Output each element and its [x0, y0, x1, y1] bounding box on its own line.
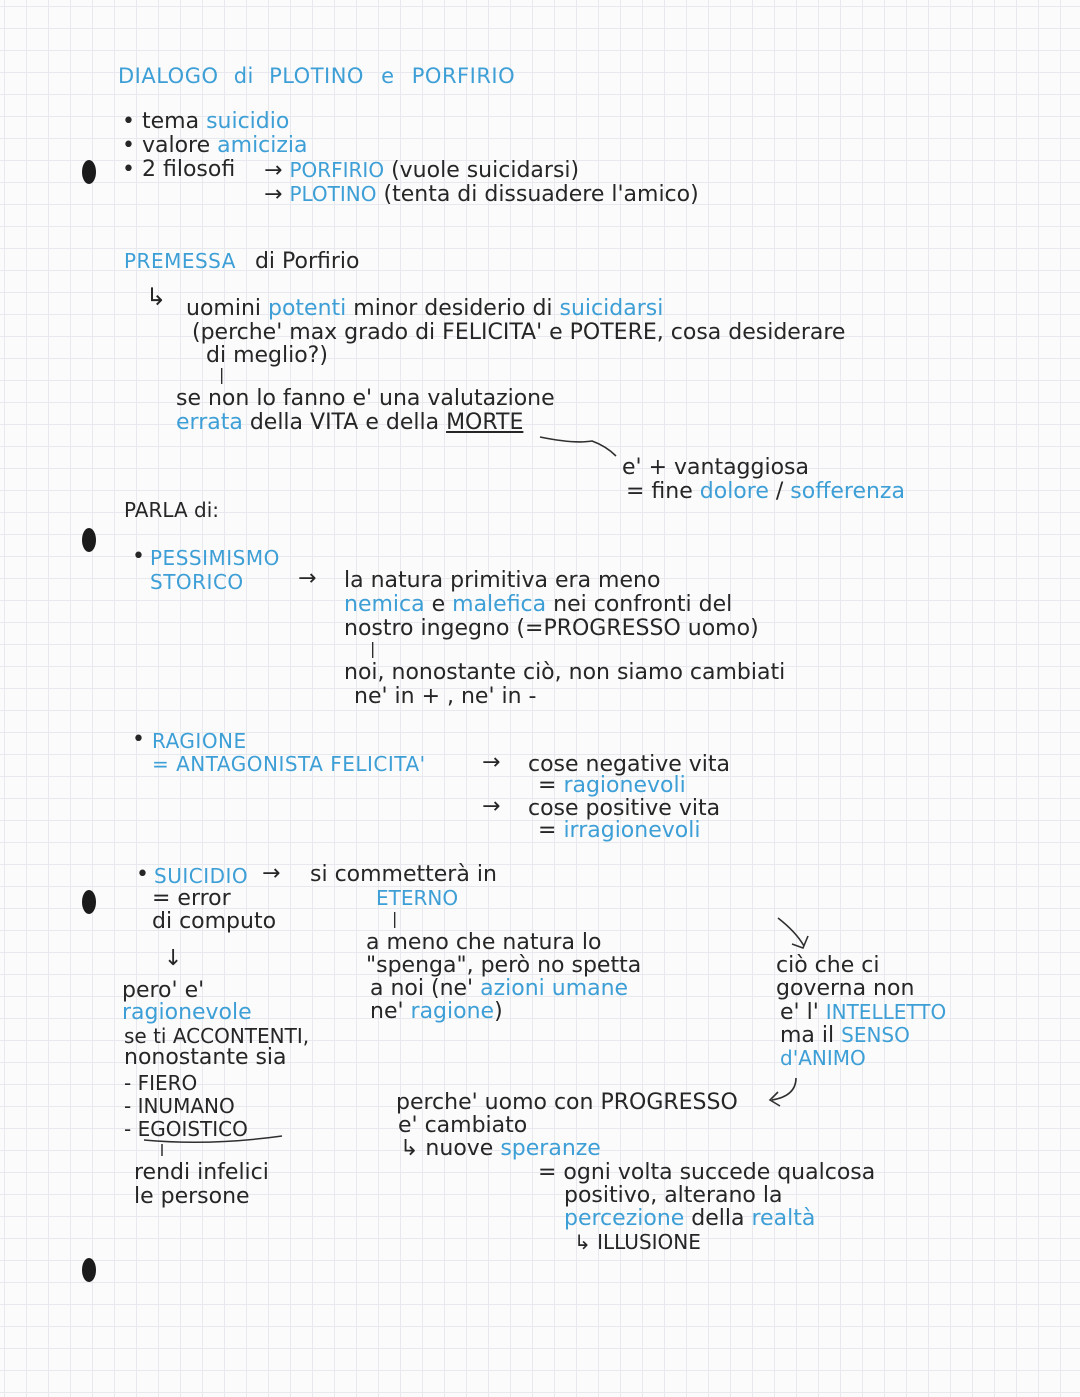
- suicidio-left-line: rendi infelici: [134, 1160, 269, 1185]
- intro-keyword: amicizia: [217, 133, 308, 158]
- text: ma il: [780, 1023, 842, 1048]
- intro-text: valore: [141, 133, 218, 158]
- bullet: •: [132, 727, 145, 752]
- keyword: ragionevoli: [563, 773, 686, 798]
- suicidio-left-line: nonostante sia: [124, 1045, 287, 1070]
- bullet: •: [122, 157, 135, 182]
- keyword-underlined: MORTE: [446, 410, 524, 435]
- keyword: INTELLETTO: [825, 1000, 947, 1024]
- text: uomini: [186, 296, 268, 321]
- curved-arrow-back: [770, 1078, 796, 1106]
- intro-text: tema: [141, 109, 207, 134]
- text: =: [538, 773, 564, 798]
- section-heading: PARLA di:: [124, 498, 219, 522]
- suicidio-left-line: le persone: [134, 1184, 250, 1209]
- text: = fine: [626, 479, 700, 504]
- keyword: sofferenza: [790, 479, 905, 504]
- keyword: malefica: [452, 592, 547, 617]
- keyword: realtà: [751, 1206, 816, 1231]
- suicidio-middle-line: si commetterà in: [310, 862, 497, 887]
- philosopher-name: PLOTINO: [289, 182, 377, 206]
- keyword: speranze: [500, 1136, 601, 1161]
- text: /: [768, 479, 791, 504]
- suicidio-middle-line: a meno che natura lo: [366, 930, 602, 955]
- premessa-line: (perche' max grado di FELICITA' e POTERE, cosa desiderare: [192, 320, 846, 345]
- bullet: •: [122, 109, 135, 134]
- premessa-line: se non lo fanno e' una valutazione: [176, 386, 555, 411]
- keyword: errata: [176, 410, 243, 435]
- pessimismo-line: nostro ingegno (=PROGRESSO uomo): [344, 616, 759, 641]
- text: minor desiderio di: [346, 296, 560, 321]
- pessimismo-line: la natura primitiva era meno: [344, 568, 661, 593]
- curved-arrow-down: [778, 918, 808, 948]
- suicidio-line: = error: [152, 886, 231, 911]
- keyword: SENSO: [841, 1023, 910, 1047]
- title-word: e: [381, 64, 395, 88]
- title-word: DIALOGO: [118, 64, 219, 88]
- keyword: dolore: [699, 479, 769, 504]
- suicidio-bottom-line: ↳ ILLUSIONE: [574, 1230, 701, 1254]
- keyword: nemica: [344, 592, 425, 617]
- keyword: percezione: [564, 1206, 685, 1231]
- text: nei confronti del: [546, 592, 733, 617]
- text: ): [494, 999, 503, 1024]
- arrow-right-icon: →: [262, 861, 281, 886]
- philosopher-note: (vuole suicidarsi): [391, 158, 580, 183]
- underline-egoistico: [144, 1136, 282, 1142]
- keyword: potenti: [268, 296, 347, 321]
- arrow-down-icon: ↓: [164, 946, 183, 971]
- text: e: [424, 592, 453, 617]
- bullet: •: [136, 862, 149, 887]
- text: della VITA e della: [242, 410, 447, 435]
- text: ne': [370, 999, 411, 1024]
- suicidio-middle-line: "spenga", però no spetta: [366, 953, 642, 978]
- text: e' l': [780, 1000, 826, 1025]
- suicidio-right-line: governa non: [776, 976, 915, 1001]
- text: della: [684, 1206, 752, 1231]
- suicidio-bottom-line: = ogni volta succede qualcosa: [538, 1160, 876, 1185]
- hook-arrow-icon: ↳: [146, 283, 167, 311]
- suicidio-left-line: - FIERO: [124, 1071, 198, 1095]
- suicidio-right-line: d'ANIMO: [780, 1046, 866, 1070]
- suicidio-bottom-line: perche' uomo con PROGRESSO: [396, 1090, 738, 1115]
- suicidio-left-line: pero' e': [122, 978, 205, 1003]
- topic-heading: STORICO: [150, 570, 244, 594]
- title-word: PORFIRIO: [411, 64, 516, 88]
- premessa-line: e' + vantaggiosa: [622, 455, 809, 480]
- pessimismo-line: ne' in + , ne' in -: [354, 684, 537, 709]
- suicidio-line: di computo: [152, 909, 277, 934]
- suicidio-bottom-line: e' cambiato: [398, 1113, 528, 1138]
- title-word: PLOTINO: [269, 64, 364, 88]
- keyword: azioni umane: [480, 976, 629, 1001]
- ragione-line: cose negative vita: [528, 752, 730, 777]
- suicidio-middle-line: ETERNO: [376, 886, 459, 910]
- suicidio-left-line: - INUMANO: [124, 1094, 235, 1118]
- pessimismo-line: noi, nonostante ciò, non siamo cambiati: [344, 660, 786, 685]
- keyword: ragione: [410, 999, 495, 1024]
- topic-heading: = ANTAGONISTA FELICITA': [152, 752, 426, 776]
- keyword: irragionevoli: [563, 818, 701, 843]
- suicidio-right-line: ciò che ci: [776, 953, 880, 978]
- suicidio-left-line: - EGOISTICO: [124, 1117, 248, 1141]
- premessa-line: di meglio?): [206, 343, 328, 368]
- philosopher-note: (tenta di dissuadere l'amico): [383, 182, 699, 207]
- suicidio-left-line: ragionevole: [122, 1000, 252, 1025]
- tick-mark: |: [370, 639, 376, 658]
- ragione-line: cose positive vita: [528, 796, 721, 821]
- bullet: •: [132, 544, 145, 569]
- philosopher-name: PORFIRIO: [289, 158, 385, 182]
- text: ↳ nuove: [400, 1136, 501, 1161]
- arrow-right-icon: →: [298, 566, 317, 591]
- intro-keyword: suicidio: [206, 109, 290, 134]
- suicidio-bottom-line: positivo, alterano la: [564, 1183, 783, 1208]
- text: a noi (ne': [370, 976, 481, 1001]
- brace-under-morte: [540, 437, 616, 456]
- section-heading: PREMESSA: [124, 249, 236, 273]
- tick-mark: |: [392, 909, 398, 928]
- arrow-right-icon: →: [264, 182, 283, 207]
- arrow-right-icon: →: [482, 750, 501, 775]
- title-word: di: [233, 64, 254, 88]
- topic-heading: RAGIONE: [152, 729, 247, 753]
- topic-heading: PESSIMISMO: [150, 546, 280, 570]
- tick-mark: |: [219, 365, 225, 384]
- arrow-right-icon: →: [482, 794, 501, 819]
- arrow-right-icon: →: [264, 158, 283, 183]
- suicidio-left-line: se ti ACCONTENTI,: [124, 1024, 310, 1048]
- intro-text: 2 filosofi: [141, 157, 236, 182]
- topic-heading: SUICIDIO: [154, 864, 249, 888]
- keyword: suicidarsi: [559, 296, 664, 321]
- text: =: [538, 818, 564, 843]
- section-subheading: di Porfirio: [254, 249, 360, 274]
- bullet: •: [122, 133, 135, 158]
